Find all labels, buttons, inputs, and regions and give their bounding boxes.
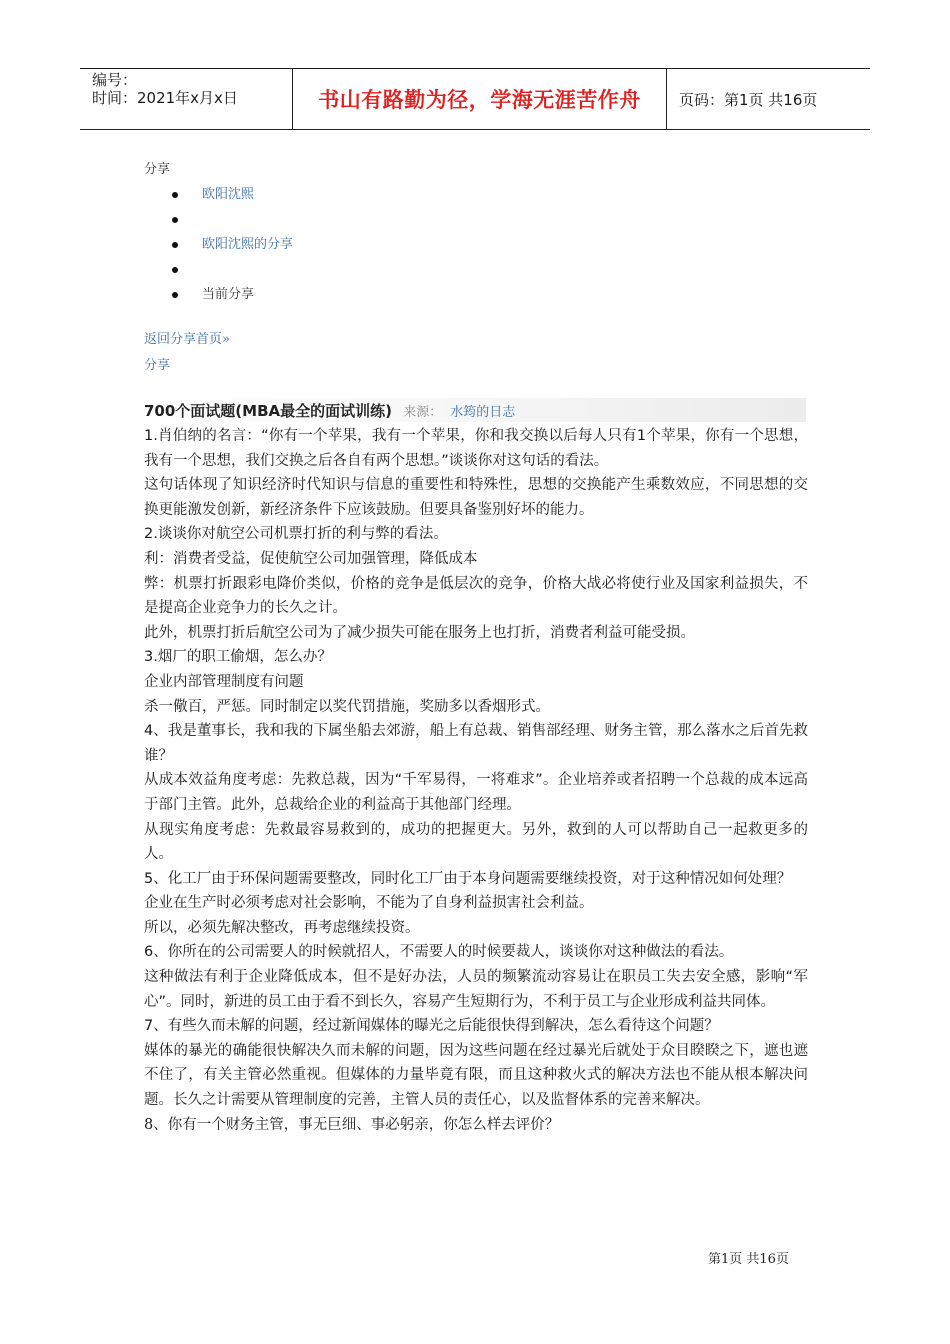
share-nav-item-author-shares[interactable]	[172, 232, 293, 257]
question-paragraph: 5、化工厂由于环保问题需要整改，同时化工厂由于本身问题需要继续投资，对于这种情况如何处理？	[144, 870, 792, 887]
header-motto: 书山有路勤为径，学海无涯苦作舟	[293, 69, 667, 129]
answer-paragraph: 企业在生产时必须考虑对社会影响，不能为了自身利益损害社会利益。	[144, 895, 594, 912]
question-paragraph: 1.肖伯纳的名言：“你有一个苹果，我有一个苹果，你和我交换以后每人只有1个苹果，你有一个思想，我有一个思想，我们交换之后各自有两个思想。”谈谈你对这句话的看法。	[144, 428, 808, 469]
share-nav-item-empty	[172, 257, 293, 282]
back-to-share-home-link[interactable]: 返回分享首页»	[144, 332, 230, 347]
number-label: 编号：	[92, 71, 138, 89]
question-paragraph: 从成本效益角度考虑：先救总裁，因为“千军易得，一将难求”。企业培养或者招聘一个总裁的成本远高于部门主管。此外，总裁给企业的利益高于其他部门经理。	[144, 772, 808, 813]
article-source-label: 来源：	[403, 405, 443, 420]
share-nav-item-author[interactable]	[172, 182, 293, 207]
question-paragraph: 4、我是董事长，我和我的下属坐船去郊游，船上有总裁、销售部经理、财务主管，那么落水之后首先救谁？	[144, 723, 808, 764]
page-footer: 第1页 共16页	[708, 1252, 789, 1267]
share-label-bottom[interactable]: 分享	[144, 358, 171, 373]
answer-paragraph: 此外，机票打折后航空公司为了减少损失可能在服务上也打折，消费者利益可能受损。	[144, 624, 695, 641]
document-header	[80, 68, 870, 130]
share-nav-item-label[interactable]: 欧阳沈熙	[202, 187, 255, 202]
article-title: 700个面试题(MBA最全的面试训练)	[144, 402, 392, 420]
time-label: 时间：2021年x月x日	[92, 89, 238, 107]
article-source-link[interactable]: 水筠的日志	[450, 405, 516, 420]
answer-paragraph: 杀一儆百，严惩。同时制定以奖代罚措施，奖励多以香烟形式。	[144, 698, 550, 715]
share-label-top: 分享	[144, 162, 171, 177]
question-paragraph: 3.烟厂的职工偷烟，怎么办？	[144, 649, 332, 666]
answer-paragraph: 媒体的暴光的确能很快解决久而未解的问题，因为这些问题在经过暴光后就处于众目睽睽之下，遮也遮不住了，有关主管必然重视。但媒体的力量毕竟有限，而且这种救火式的解决方法也不能从根本解决问题。长久之计需要从管理制度的完善，主管人员的责任心，以及监督体系的完善来解决。	[144, 1042, 808, 1109]
answer-paragraph: 弊：机票打折跟彩电降价类似，价格的竞争是低层次的竞争，价格大战必将使行业及国家利益损失，不是提高企业竞争力的长久之计。	[144, 575, 808, 617]
question-paragraph: 6、你所在的公司需要人的时候就招人，不需要人的时候要裁人，谈谈你对这种做法的看法。	[144, 944, 734, 961]
answer-paragraph: 这句话体现了知识经济时代知识与信息的重要性和特殊性，思想的交换能产生乘数效应，不同思想的交换更能激发创新，新经济条件下应该鼓励。但要具备鉴别好坏的能力。	[144, 477, 808, 518]
share-nav-item-empty	[172, 207, 293, 232]
answer-paragraph: 利：消费者受益，促使航空公司加强管理，降低成本	[144, 550, 478, 567]
answer-paragraph: 所以，必须先解决整改，再考虑继续投资。	[144, 919, 420, 936]
question-paragraph: 这种做法有利于企业降低成本，但不是好办法，人员的频繁流动容易让在职员工失去安全感，影响“军心”。同时，新进的员工由于看不到长久，容易产生短期行为，不利于员工与企业形成利益共同体。	[144, 969, 808, 1010]
question-paragraph: 7、有些久而未解的问题，经过新闻媒体的曝光之后能很快得到解决，怎么看待这个问题？	[144, 1018, 719, 1035]
header-meta	[80, 69, 293, 129]
question-paragraph: 2.谈谈你对航空公司机票打折的利与弊的看法。	[144, 526, 448, 543]
share-nav-item-label: 当前分享	[202, 287, 255, 302]
share-nav-list	[172, 182, 293, 307]
share-nav-item-current	[172, 282, 293, 307]
article-title-row	[144, 400, 515, 421]
answer-paragraph: 企业内部管理制度有问题	[144, 673, 304, 690]
question-paragraph: 从现实角度考虑：先救最容易救到的，成功的把握更大。另外，救到的人可以帮助自己一起救更多的人。	[144, 821, 808, 863]
answer-paragraph: 8、你有一个财务主管，事无巨细、事必躬亲，你怎么样去评价？	[144, 1116, 560, 1133]
header-page-info: 页码：第1页 共16页	[679, 90, 818, 109]
article-source	[403, 405, 515, 420]
share-nav-item-label[interactable]: 欧阳沈熙的分享	[202, 237, 294, 252]
article-body	[144, 424, 808, 1137]
